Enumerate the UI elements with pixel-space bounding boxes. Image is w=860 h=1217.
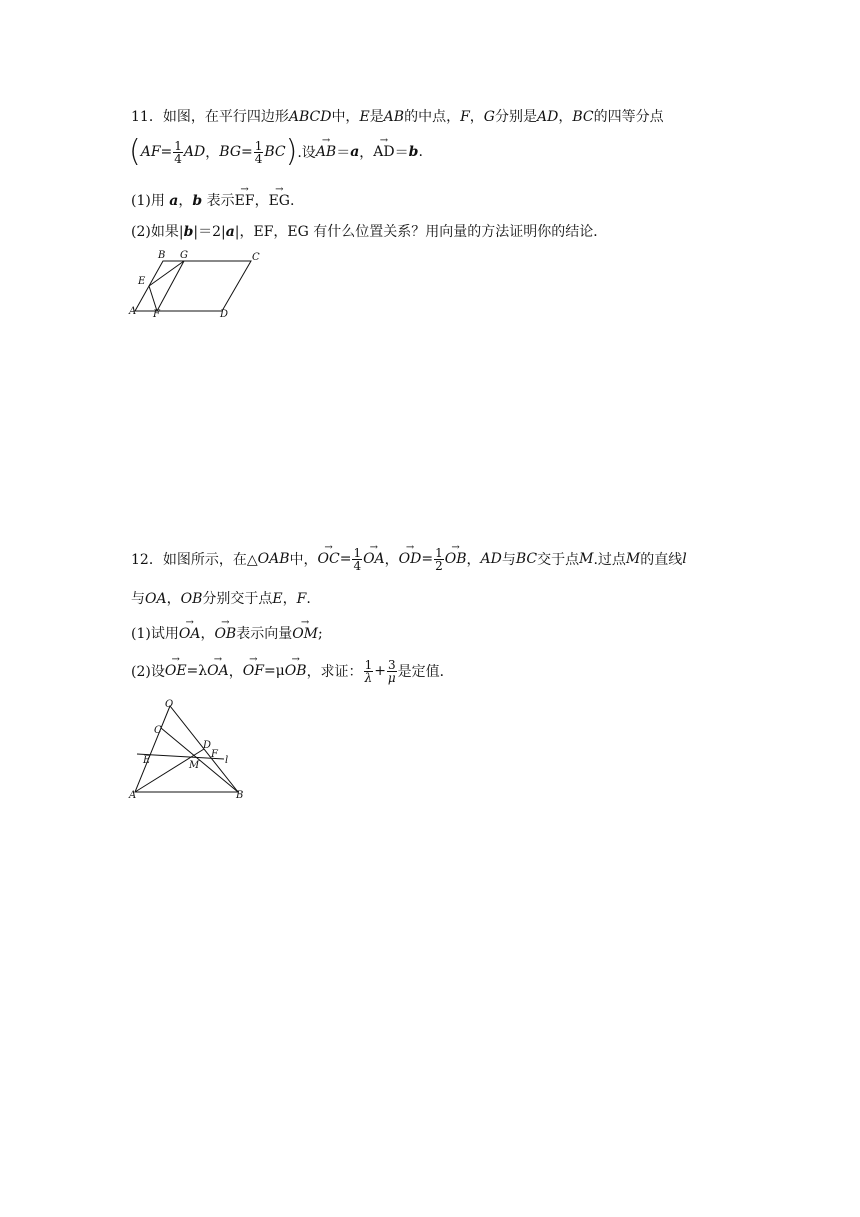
math: AB — [383, 109, 405, 125]
label-f: F — [211, 749, 218, 760]
q11-part2 — [131, 221, 607, 241]
text: (2)如果| — [131, 224, 184, 240]
frac-den: μ — [387, 670, 396, 685]
frac-num: 1 — [353, 545, 362, 560]
text: . — [418, 144, 423, 160]
text: = — [421, 551, 434, 567]
vector: → AD — [373, 144, 394, 160]
frac-num: 1 — [254, 138, 263, 153]
right-brace: ) — [285, 134, 298, 169]
segment-fg — [157, 261, 184, 311]
math: a — [225, 224, 235, 240]
text: (1)用 — [131, 193, 165, 209]
text: 如图，在平行四边形 — [162, 109, 289, 125]
label-e: E — [143, 755, 151, 766]
q11-condition-line — [129, 134, 423, 169]
vector: → AB — [316, 144, 336, 160]
frac-den: λ — [364, 670, 373, 685]
text: = — [339, 551, 352, 567]
triangle-figure — [125, 697, 250, 801]
label-c: C — [252, 252, 260, 263]
math: OAB — [257, 551, 290, 567]
frac-den: 4 — [353, 558, 362, 573]
segment-eg — [149, 261, 184, 286]
text: ， — [166, 591, 181, 607]
text: (2)设 — [131, 664, 165, 680]
math: AD — [183, 144, 206, 160]
vector: → OM — [292, 626, 318, 642]
text: ， — [228, 664, 243, 680]
vector: → EF — [235, 193, 255, 209]
text: 分别交于点 — [202, 591, 273, 607]
math: AF — [140, 144, 161, 160]
text: (1)试用 — [131, 626, 179, 642]
vector: → OD — [399, 551, 422, 567]
frac-num: 3 — [387, 657, 396, 672]
text: 中， — [331, 109, 360, 125]
q12-part2 — [131, 655, 454, 687]
math: AD — [480, 551, 502, 567]
label-o: O — [165, 699, 174, 710]
math: a — [350, 144, 360, 160]
vector: → EG — [269, 193, 290, 209]
text: 与 — [501, 552, 516, 568]
text: ， — [205, 145, 220, 161]
text: =λ — [186, 663, 208, 679]
math: M — [625, 551, 641, 567]
math: E — [272, 591, 283, 607]
text: 的四等分点 — [593, 109, 664, 125]
text: 是 — [369, 109, 384, 125]
vector: → OE — [165, 663, 187, 679]
text: = — [241, 144, 253, 160]
fraction — [173, 140, 183, 165]
text: ; — [318, 626, 323, 642]
text: 的直线 — [640, 552, 683, 568]
frac-num: 1 — [174, 138, 182, 153]
vector: → OA — [179, 626, 201, 642]
frac-den: 2 — [435, 558, 443, 573]
math: BC — [572, 109, 594, 125]
label-l: l — [225, 755, 229, 766]
math: b — [408, 144, 419, 160]
text: |＝2| — [193, 224, 226, 240]
parallelogram-abcd — [135, 261, 251, 311]
text: 分别是 — [494, 109, 537, 125]
math: a — [169, 193, 179, 209]
text: 表示 — [206, 193, 235, 209]
frac-den: 4 — [174, 151, 182, 166]
text: = — [160, 144, 173, 160]
vector: → OC — [318, 551, 340, 567]
math: BC — [515, 551, 538, 567]
text: 与 — [131, 591, 145, 607]
math: M — [579, 551, 594, 567]
text: 中， — [289, 552, 318, 568]
text: ， — [558, 109, 573, 125]
text: ，求证： — [306, 664, 363, 680]
question-number: 12． — [131, 552, 163, 568]
label-b: B — [158, 250, 166, 261]
parallelogram-figure — [125, 248, 265, 320]
q12-part1 — [131, 623, 323, 643]
fraction — [387, 659, 397, 684]
text: |，EF，EG 有什么位置关系？用向量的方法证明你的结论． — [234, 224, 608, 240]
text: 的中点， — [404, 109, 461, 125]
text: ＝ — [336, 145, 351, 161]
label-d: D — [220, 309, 229, 320]
label-d: D — [203, 740, 212, 751]
left-brace: ( — [129, 134, 141, 169]
math: OA — [145, 591, 167, 607]
text: ， — [359, 145, 374, 161]
math: F — [296, 591, 307, 607]
math: F — [460, 109, 470, 125]
label-b: B — [236, 790, 244, 801]
vector: → OA — [363, 551, 385, 567]
text: 交于点 — [537, 552, 580, 568]
text: ， — [200, 626, 215, 642]
segment-ef — [149, 286, 157, 311]
math: l — [682, 551, 687, 567]
fraction — [364, 659, 374, 684]
q11-stem — [131, 106, 664, 126]
text: 如图所示，在△ — [162, 552, 258, 568]
text: .过点 — [593, 552, 626, 568]
frac-num: 1 — [364, 657, 373, 672]
text: . — [306, 591, 311, 607]
text: ， — [282, 591, 297, 607]
vector: → OA — [207, 663, 229, 679]
math: b — [192, 193, 203, 209]
math: BC — [264, 144, 286, 160]
text: ， — [254, 193, 269, 209]
text: ， — [469, 109, 484, 125]
vector: → OB — [214, 626, 236, 642]
vector: → OB — [285, 663, 307, 679]
q12-stem — [131, 545, 687, 573]
text: ， — [384, 552, 399, 568]
text: ＝ — [394, 145, 409, 161]
math: OB — [180, 591, 203, 607]
label-a: A — [129, 790, 137, 801]
text: . — [289, 193, 295, 209]
frac-num: 1 — [435, 545, 443, 560]
text: =μ — [263, 663, 285, 679]
text: ， — [466, 552, 481, 568]
label-g: G — [180, 250, 188, 261]
text: .设 — [297, 145, 316, 161]
frac-den: 4 — [254, 151, 263, 166]
label-f: F — [153, 309, 160, 320]
q12-line2 — [131, 588, 311, 608]
text: ， — [178, 193, 193, 209]
math: G — [483, 109, 495, 125]
math: ABCD — [288, 109, 332, 125]
math: BG — [219, 144, 241, 160]
text: 表示向量 — [236, 626, 293, 642]
fraction — [254, 140, 264, 165]
math: b — [183, 224, 194, 240]
vector: → OB — [445, 551, 467, 567]
text: 是定值． — [397, 664, 454, 680]
question-number: 11． — [131, 109, 163, 125]
label-a: A — [129, 306, 137, 317]
label-e: E — [138, 276, 146, 287]
fraction — [434, 547, 444, 572]
math: AD — [536, 109, 559, 125]
text: + — [374, 663, 386, 679]
math: E — [359, 109, 370, 125]
label-m: M — [189, 760, 200, 771]
label-c: C — [154, 725, 162, 736]
vector: → OF — [243, 663, 264, 679]
fraction — [352, 547, 362, 572]
q11-part1 — [131, 190, 294, 210]
